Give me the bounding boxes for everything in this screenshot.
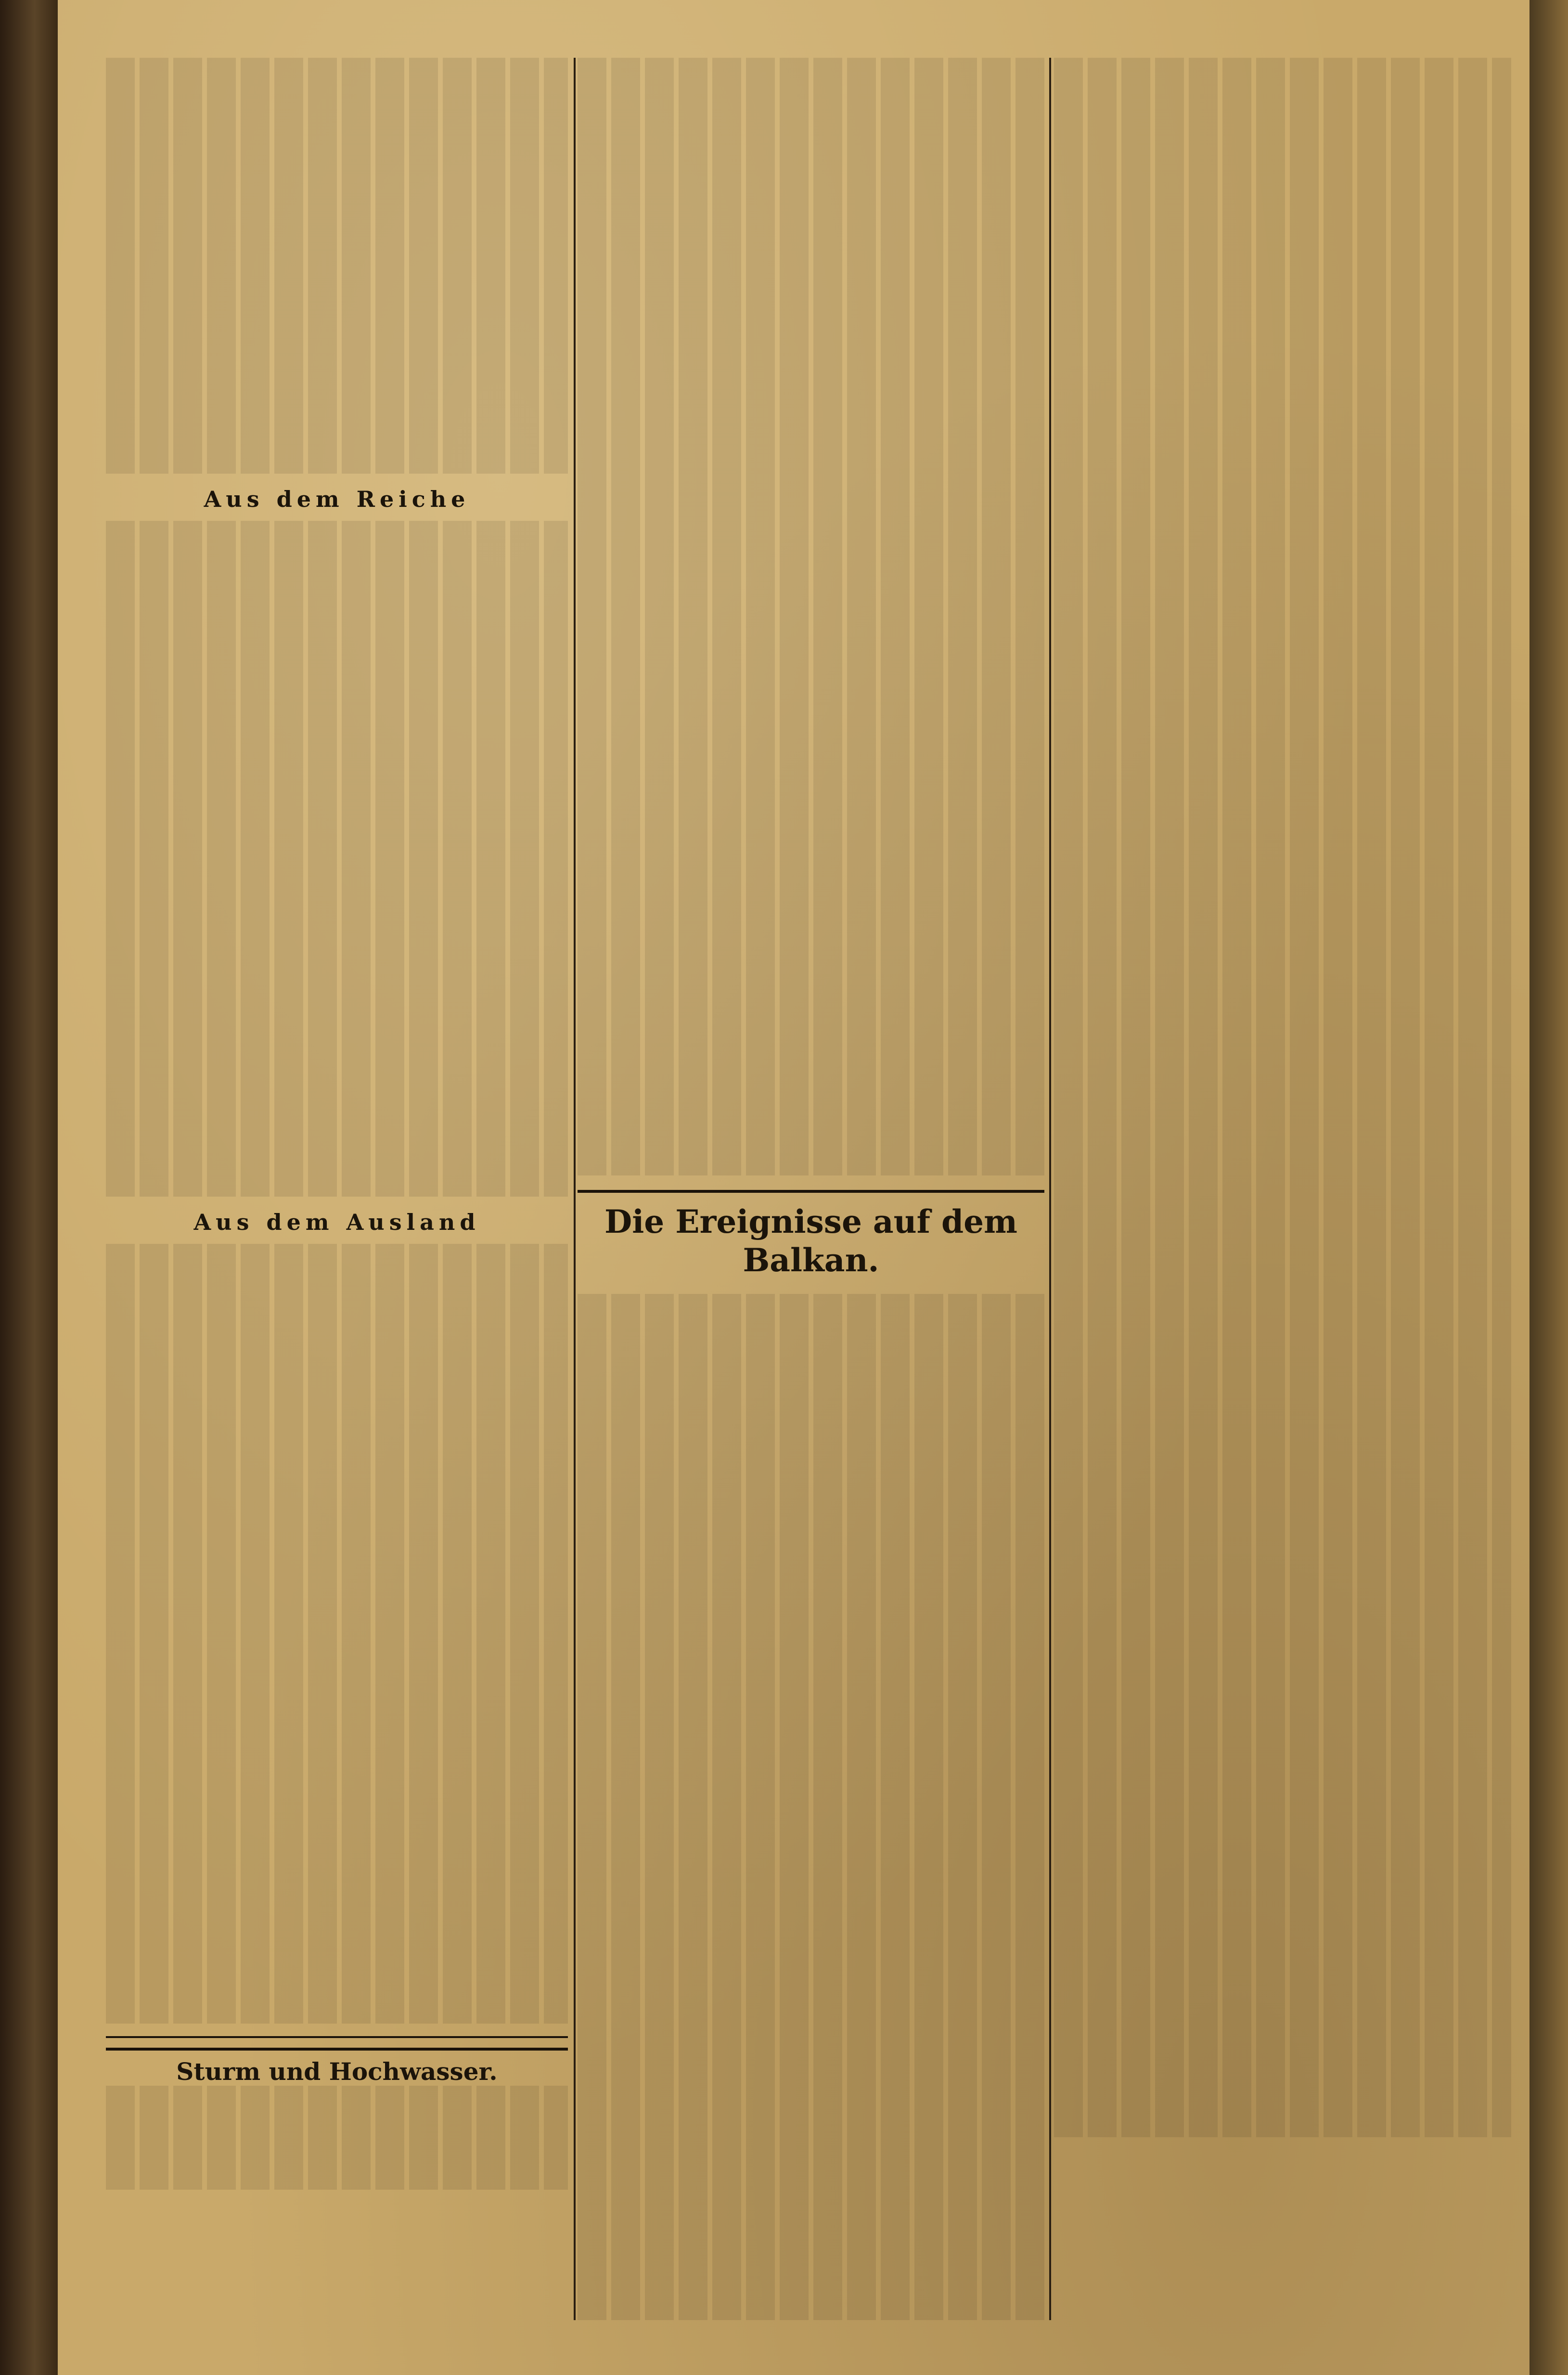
- balkan-headline: Die Ereignisse auf dem Balkan.: [578, 1190, 1044, 1279]
- text-block: [1054, 58, 1511, 2137]
- text-block: [106, 58, 568, 474]
- text-block: [578, 1294, 1044, 2320]
- book-binding: [0, 0, 58, 2375]
- section-heading-reich: Aus dem Reiche: [204, 486, 470, 512]
- column-1: [106, 58, 568, 2320]
- column-2: [578, 58, 1044, 2320]
- section-heading-sturm: Sturm und Hochwasser.: [106, 2048, 568, 2086]
- column-3: [1054, 58, 1511, 2320]
- text-block: [106, 521, 568, 1197]
- text-block: [106, 2086, 568, 2190]
- divider: [106, 2036, 568, 2038]
- column-rule-1: [574, 58, 576, 2320]
- page-edge: [1529, 0, 1568, 2375]
- newspaper-page: [58, 0, 1529, 2375]
- section-heading-ausland: Aus dem Ausland: [193, 1209, 480, 1235]
- text-block: [578, 58, 1044, 1175]
- text-block: [106, 1244, 568, 2024]
- column-rule-2: [1049, 58, 1051, 2320]
